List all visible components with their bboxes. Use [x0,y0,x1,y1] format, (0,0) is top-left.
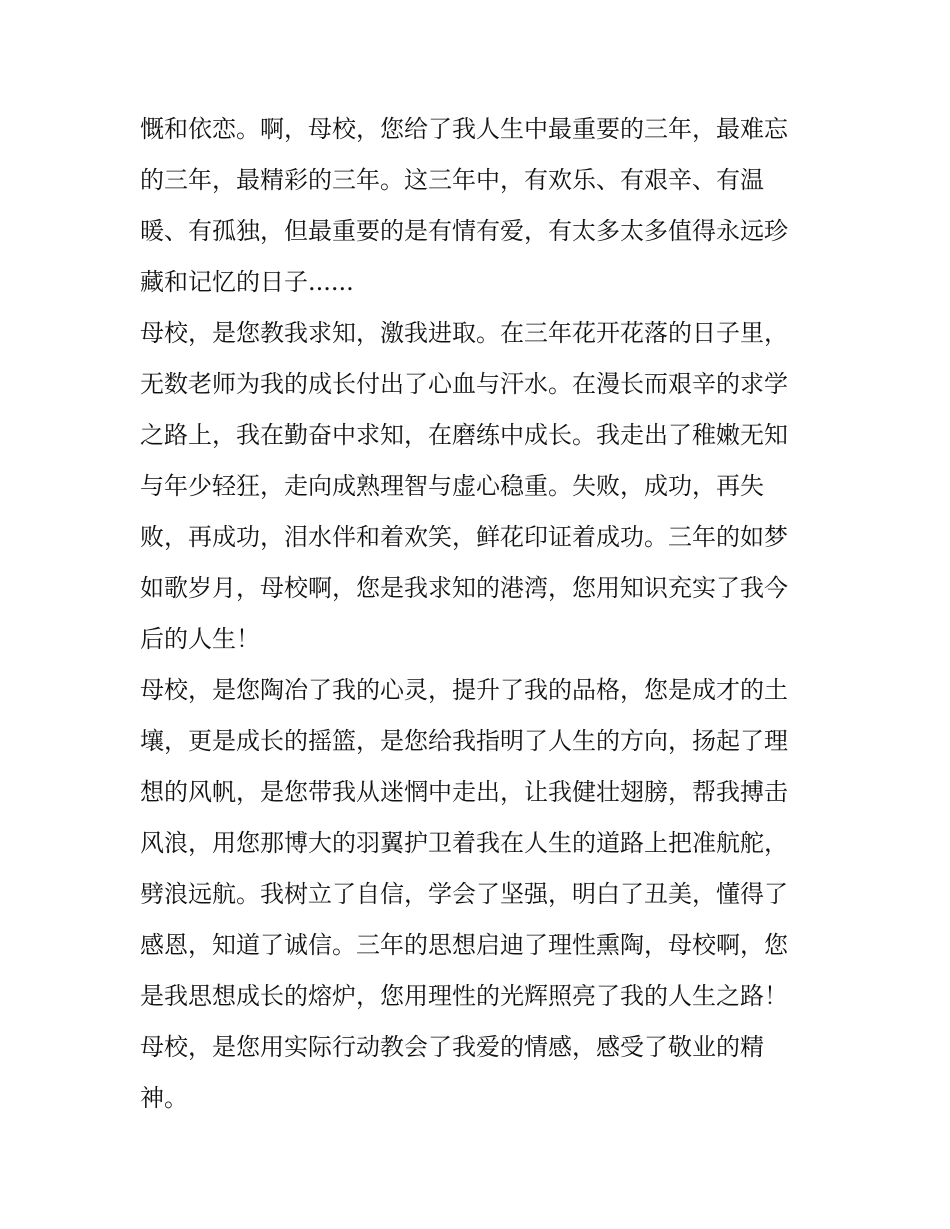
text-line: 是我思想成长的熔炉，您用理性的光辉照亮了我的人生之路！ [140,982,788,1010]
text-line: 母校，是您教我求知，激我进取。在三年花开花落的日子里， [140,319,788,347]
text-line: 母校，是您陶冶了我的心灵，提升了我的品格，您是成才的土 [140,676,788,704]
text-line: 败，再成功，泪水伴和着欢笑，鲜花印证着成功。三年的如梦 [140,523,788,551]
text-line: 神。 [140,1084,188,1112]
text-line: 风浪，用您那博大的羽翼护卫着我在人生的道路上把准航舵， [140,829,788,857]
document-body [140,104,812,1124]
text-line: 的三年，最精彩的三年。这三年中，有欢乐、有艰辛、有温 [140,166,764,194]
text-line: 劈浪远航。我树立了自信，学会了坚强，明白了丑美，懂得了 [140,880,788,908]
text-line: 藏和记忆的日子...... [140,268,354,296]
text-line: 感恩，知道了诚信。三年的思想启迪了理性熏陶，母校啊，您 [140,931,788,959]
text-line: 慨和依恋。啊，母校，您给了我人生中最重要的三年，最难忘 [140,115,788,143]
text-line: 无数老师为我的成长付出了心血与汗水。在漫长而艰辛的求学 [140,370,788,398]
text-line: 母校，是您用实际行动教会了我爱的情感，感受了敬业的精 [140,1033,764,1061]
text-line: 之路上，我在勤奋中求知，在磨练中成长。我走出了稚嫩无知 [140,421,788,449]
text-line: 想的风帆，是您带我从迷惘中走出，让我健壮翅膀，帮我搏击 [140,778,788,806]
text-line: 暖、有孤独，但最重要的是有情有爱，有太多太多值得永远珍 [140,217,788,245]
text-line: 与年少轻狂，走向成熟理智与虚心稳重。失败，成功，再失 [140,472,764,500]
text-line: 壤，更是成长的摇篮，是您给我指明了人生的方向，扬起了理 [140,727,788,755]
text-line: 后的人生！ [140,625,260,653]
text-line: 如歌岁月，母校啊，您是我求知的港湾，您用知识充实了我今 [140,574,788,602]
